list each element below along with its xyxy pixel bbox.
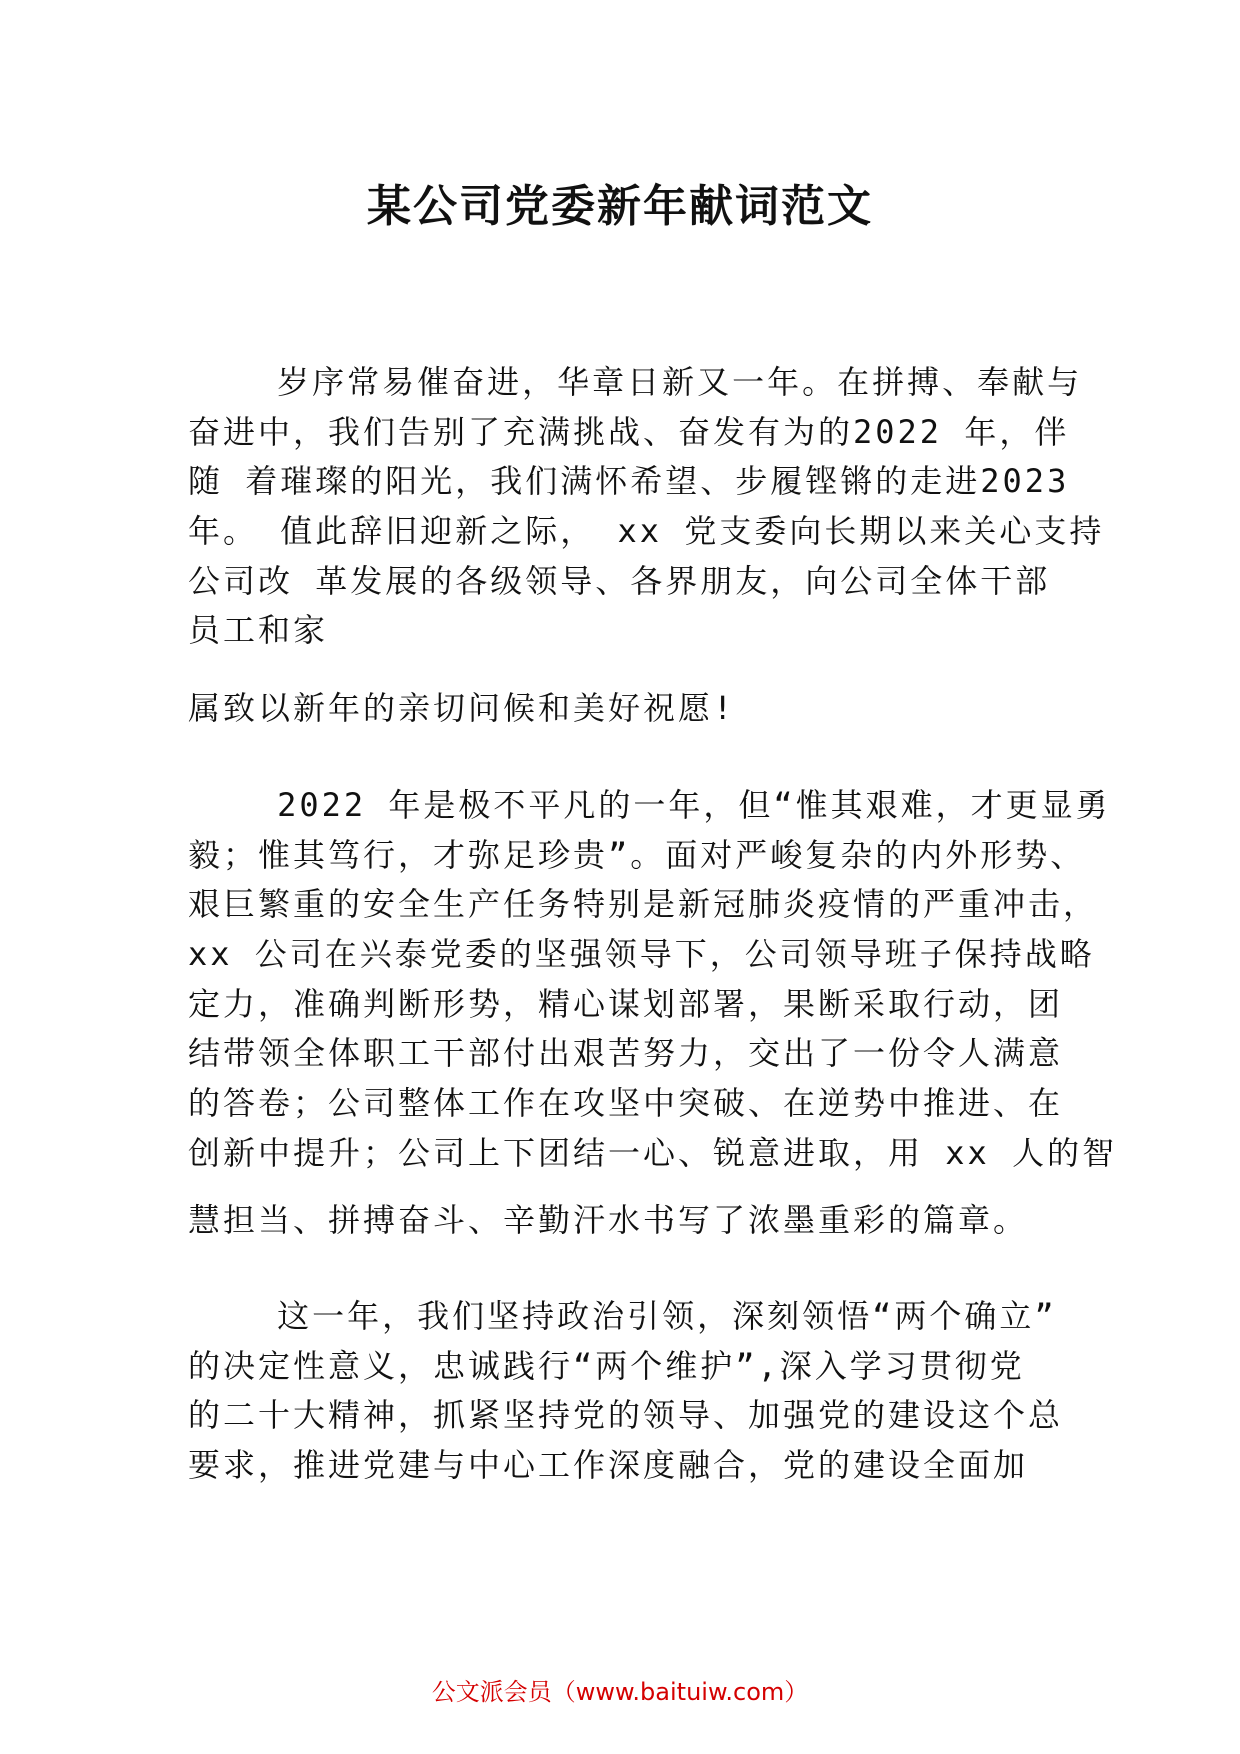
body-line: 创新中提升；公司上下团结一心、锐意进取，用 xx 人的智 (188, 1134, 1118, 1172)
body-line: 的答卷；公司整体工作在攻坚中突破、在逆势中推进、在 (188, 1084, 1064, 1122)
body-line: xx 公司在兴泰党委的坚强领导下，公司领导班子保持战略 (188, 935, 1095, 973)
body-line: 公司改 革发展的各级领导、各界朋友，向公司全体干部 (188, 562, 1051, 600)
body-line: 属致以新年的亲切问候和美好祝愿! (188, 689, 736, 727)
body-line: 岁序常易催奋进，华章日新又一年。在拼搏、奉献与 (188, 363, 1083, 401)
body-line: 的决定性意义，忠诚践行“两个维护”,深入学习贯彻党 (188, 1347, 1025, 1385)
body-line: 随 着璀璨的阳光，我们满怀希望、步履铿锵的走进2023 (188, 462, 1070, 500)
body-line: 员工和家 (188, 611, 329, 649)
body-line: 毅；惟其笃行，才弥足珍贵”。面对严峻复杂的内外形势、 (188, 836, 1086, 874)
body-line: 慧担当、拼搏奋斗、辛勤汗水书写了浓墨重彩的篇章。 (188, 1201, 1029, 1239)
body-line: 的二十大精神，抓紧坚持党的领导、加强党的建设这个总 (188, 1396, 1064, 1434)
document-title: 某公司党委新年献词范文 (367, 181, 873, 232)
body-line: 要求，推进党建与中心工作深度融合，党的建设全面加 (188, 1446, 1029, 1484)
body-line: 定力，准确判断形势，精心谋划部署，果断采取行动，团 (188, 985, 1064, 1023)
body-line: 这一年，我们坚持政治引领，深刻领悟“两个确立” (188, 1297, 1057, 1335)
body-line: 年。 值此辞旧迎新之际， xx 党支委向长期以来关心支持 (188, 512, 1105, 550)
body-line: 奋进中，我们告别了充满挑战、奋发有为的2022 年，伴 (188, 413, 1070, 451)
body-line: 2022 年是极不平凡的一年，但“惟其艰难，才更显勇 (188, 786, 1111, 824)
footer-watermark-link[interactable]: 公文派会员（www.baituiw.com） (431, 1678, 809, 1706)
body-line: 艰巨繁重的安全生产任务特别是新冠肺炎疫情的严重冲击， (188, 885, 1099, 923)
body-line: 结带领全体职工干部付出艰苦努力，交出了一份令人满意 (188, 1034, 1064, 1072)
